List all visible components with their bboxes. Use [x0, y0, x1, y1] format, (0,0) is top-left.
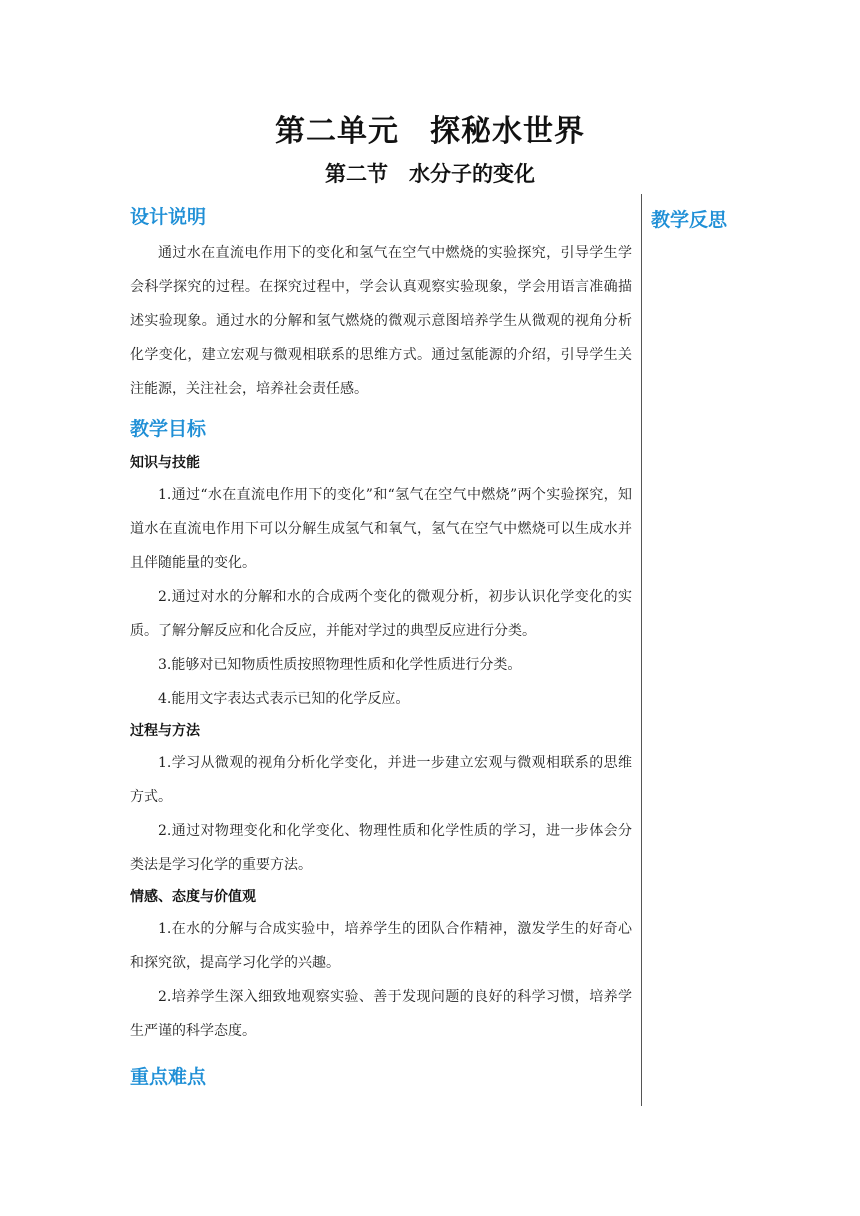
lesson-title: 第二节 水分子的变化	[325, 162, 535, 186]
design-paragraph: 通过水在直流电作用下的变化和氢气在空气中燃烧的实验探究，引导学生学会科学探究的过程。在探究过程中，学会认真观察实验现象，学会用语言准确描述实验现象。通过水的分解和氢气燃烧的微观示意图培养学生从微观的视角分析化学变化，建立宏观与微观相联系的思维方式。通过氢能源的介绍，引导学生关注能源，关注社会，培养社会责任感。	[130, 245, 632, 397]
emotion-item: 1.在水的分解与合成实验中，培养学生的团队合作精神，激发学生的好奇心和探究欲，提高学习化学的兴趣。	[130, 921, 632, 971]
emotion-heading: 情感、态度与价值观	[130, 889, 256, 905]
objectives-heading: 教学目标	[130, 418, 207, 440]
emotion-item: 2.培养学生深入细致地观察实验、善于发现问题的良好的科学习惯，培养学生严谨的科学态度。	[130, 989, 632, 1039]
knowledge-item: 3.能够对已知物质性质按照物理性质和化学性质进行分类。	[158, 657, 522, 673]
column-divider	[641, 194, 642, 1106]
knowledge-item: 2.通过对水的分解和水的合成两个变化的微观分析，初步认识化学变化的实质。了解分解反应和化合反应，并能对学过的典型反应进行分类。	[130, 589, 632, 639]
main-column	[130, 198, 632, 1096]
reflection-heading: 教学反思	[651, 209, 728, 231]
design-heading: 设计说明	[130, 206, 207, 228]
process-item: 1.学习从微观的视角分析化学变化，并进一步建立宏观与微观相联系的思维方式。	[130, 755, 632, 805]
unit-title: 第二单元 探秘水世界	[275, 114, 585, 149]
knowledge-heading: 知识与技能	[130, 455, 200, 471]
knowledge-item: 4.能用文字表达式表示已知的化学反应。	[158, 691, 410, 707]
knowledge-item: 1.通过“水在直流电作用下的变化”和“氢气在空气中燃烧”两个实验探究，知道水在直流电作用下可以分解生成氢气和氧气，氢气在空气中燃烧可以生成水并且伴随能量的变化。	[130, 487, 632, 571]
process-heading: 过程与方法	[130, 723, 200, 739]
key-points-heading: 重点难点	[130, 1066, 207, 1088]
process-item: 2.通过对物理变化和化学变化、物理性质和化学性质的学习，进一步体会分类法是学习化学的重要方法。	[130, 823, 632, 873]
